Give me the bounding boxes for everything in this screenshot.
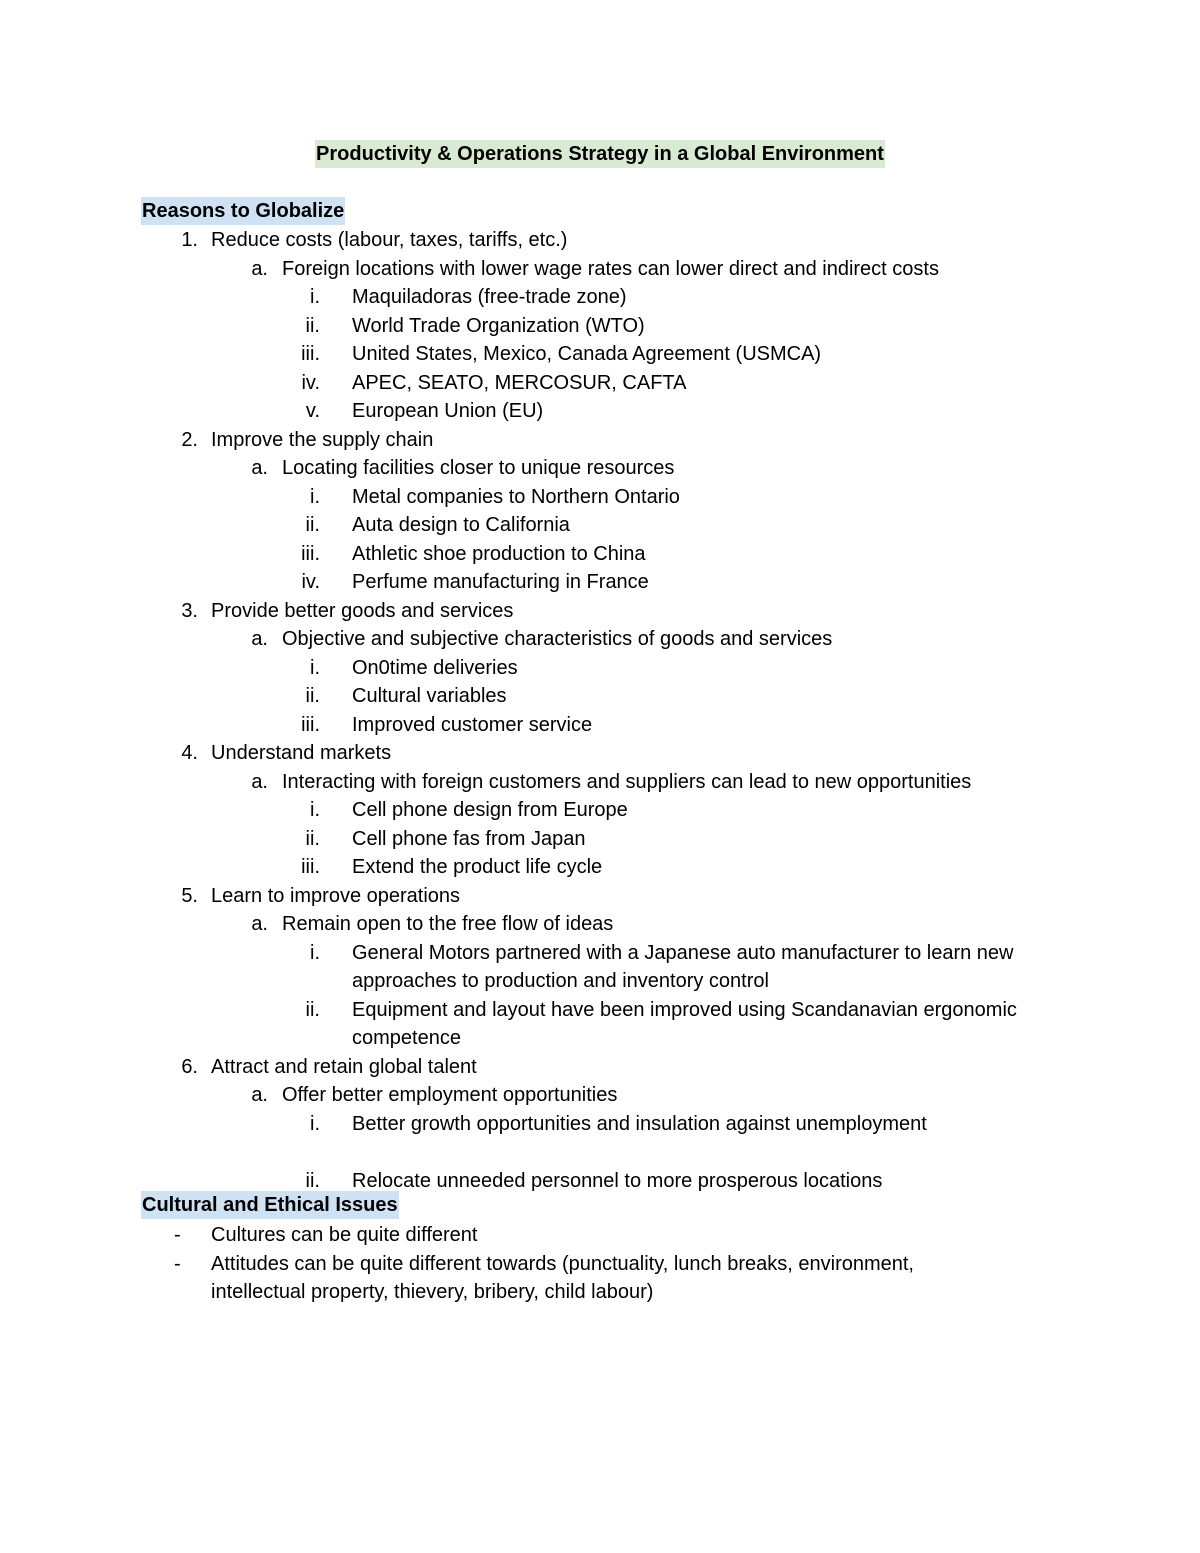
list-item [0, 853, 1200, 882]
list-item [0, 939, 1200, 996]
title-wrapper [0, 140, 1200, 168]
list-item [0, 654, 1200, 683]
list-item [0, 1081, 1200, 1110]
list-marker: - [174, 1224, 181, 1246]
list-item-text: Equipment and layout have been improved using Scandanavian ergonomic competence [352, 998, 1017, 1049]
list-item [0, 511, 1200, 540]
list-marker: 5. [181, 884, 198, 907]
list-marker: i. [310, 941, 320, 964]
list-marker: - [174, 1252, 181, 1275]
list-item [0, 711, 1200, 740]
list-item-text: Learn to improve operations [211, 884, 461, 907]
list-marker: ii. [305, 1169, 320, 1192]
list-marker: 2. [181, 428, 198, 451]
list-item [0, 597, 1200, 626]
list-item-text: European Union (EU) [352, 400, 544, 422]
list-item-text: Reduce costs (labour, taxes, tariffs, etc.) [211, 229, 568, 251]
list-marker: ii. [305, 685, 320, 707]
list-marker: ii. [305, 998, 320, 1021]
list-item [0, 882, 1200, 911]
list-item-text: Remain open to the free flow of ideas [282, 913, 614, 935]
list-marker: 6. [181, 1055, 198, 1078]
list-marker: i. [310, 1112, 320, 1135]
list-marker: ii. [305, 314, 320, 337]
list-marker: iv. [301, 371, 320, 394]
list-marker: ii. [305, 514, 320, 536]
list-item-text: Foreign locations with lower wage rates can lower direct and indirect costs [282, 257, 939, 280]
list-marker: iii. [301, 542, 320, 565]
list-item [0, 540, 1200, 569]
list-item [0, 625, 1200, 654]
list-item [0, 340, 1200, 369]
list-item-text: Understand markets [211, 742, 392, 764]
list-marker: a. [251, 457, 268, 479]
list-item-text: Objective and subjective characteristics of goods and services [282, 628, 833, 650]
list-item [0, 397, 1200, 426]
list-item-text: United States, Mexico, Canada Agreement (USMCA) [352, 343, 822, 365]
list-item [0, 1053, 1200, 1082]
list-item [0, 369, 1200, 398]
list-item-text: Relocate unneeded personnel to more prosperous locations [352, 1169, 883, 1192]
list-marker: ii. [305, 827, 320, 850]
list-item-text: Offer better employment opportunities [282, 1084, 618, 1106]
list-item-text: Better growth opportunities and insulation against unemployment [352, 1112, 927, 1135]
list-item [0, 312, 1200, 341]
list-marker: iv. [301, 571, 320, 593]
list-marker: a. [251, 1084, 268, 1106]
list-item-text: Improved customer service [352, 713, 593, 736]
document-title: Productivity & Operations Strategy in a Global Environment [315, 140, 885, 168]
list-item [0, 226, 1200, 255]
list-item-text: General Motors partnered with a Japanese auto manufacturer to learn new approaches to production and inventory control [352, 941, 1014, 992]
list-item [0, 768, 1200, 797]
list-marker: 1. [181, 229, 198, 251]
list-item [0, 454, 1200, 483]
list-marker: i. [310, 656, 320, 679]
list-item-text: On0time deliveries [352, 656, 518, 679]
list-item [0, 283, 1200, 312]
list-item-text: Metal companies to Northern Ontario [352, 485, 680, 508]
list-marker: iii. [301, 856, 320, 878]
list-marker: 4. [181, 742, 198, 764]
list-marker: a. [251, 913, 268, 935]
list-marker: iii. [301, 713, 320, 736]
list-item [0, 483, 1200, 512]
list-item-text: World Trade Organization (WTO) [352, 314, 645, 337]
list-item-text: Attitudes can be quite different towards (punctuality, lunch breaks, environment, intellectual property, thievery, bribery, child labour) [211, 1252, 914, 1303]
bullet-item [0, 1221, 1200, 1250]
list-item-text: Cell phone fas from Japan [352, 827, 586, 850]
list-marker: a. [251, 770, 268, 793]
list-item-text: Perfume manufacturing in France [352, 571, 649, 593]
list-marker: i. [310, 799, 320, 821]
list-item-text: Improve the supply chain [211, 428, 434, 451]
list-item [0, 739, 1200, 768]
list-item-text: Maquiladoras (free-trade zone) [352, 286, 627, 308]
list-item [0, 426, 1200, 455]
list-item-text: Provide better goods and services [211, 599, 514, 622]
list-item [0, 1110, 1200, 1167]
list-item-text: Locating facilities closer to unique resources [282, 457, 675, 479]
list-item-text: Athletic shoe production to China [352, 542, 646, 565]
list-item [0, 682, 1200, 711]
list-item [0, 825, 1200, 854]
list-item [0, 568, 1200, 597]
list-marker: 3. [181, 599, 198, 622]
list-marker: iii. [301, 343, 320, 365]
list-item-text: Cultural variables [352, 685, 507, 707]
list-marker: a. [251, 628, 268, 650]
list-item-text: Attract and retain global talent [211, 1055, 477, 1078]
list-marker: i. [310, 286, 320, 308]
list-item-text: Extend the product life cycle [352, 856, 603, 878]
list-marker: i. [310, 485, 320, 508]
list-item-text: APEC, SEATO, MERCOSUR, CAFTA [352, 371, 687, 394]
section-heading-reasons: Reasons to Globalize [141, 197, 345, 225]
list-item [0, 996, 1200, 1053]
bullet-item [0, 1250, 1200, 1307]
list-item-text: Cultures can be quite different [211, 1224, 478, 1246]
list-marker: v. [305, 400, 320, 422]
list-item [0, 255, 1200, 284]
list-item-text: Interacting with foreign customers and suppliers can lead to new opportunities [282, 770, 972, 793]
list-marker: a. [251, 257, 268, 280]
list-item [0, 796, 1200, 825]
section-heading-cultural: Cultural and Ethical Issues [141, 1191, 399, 1219]
list-item [0, 910, 1200, 939]
list-item-text: Cell phone design from Europe [352, 799, 628, 821]
list-item-text: Auta design to California [352, 514, 570, 536]
